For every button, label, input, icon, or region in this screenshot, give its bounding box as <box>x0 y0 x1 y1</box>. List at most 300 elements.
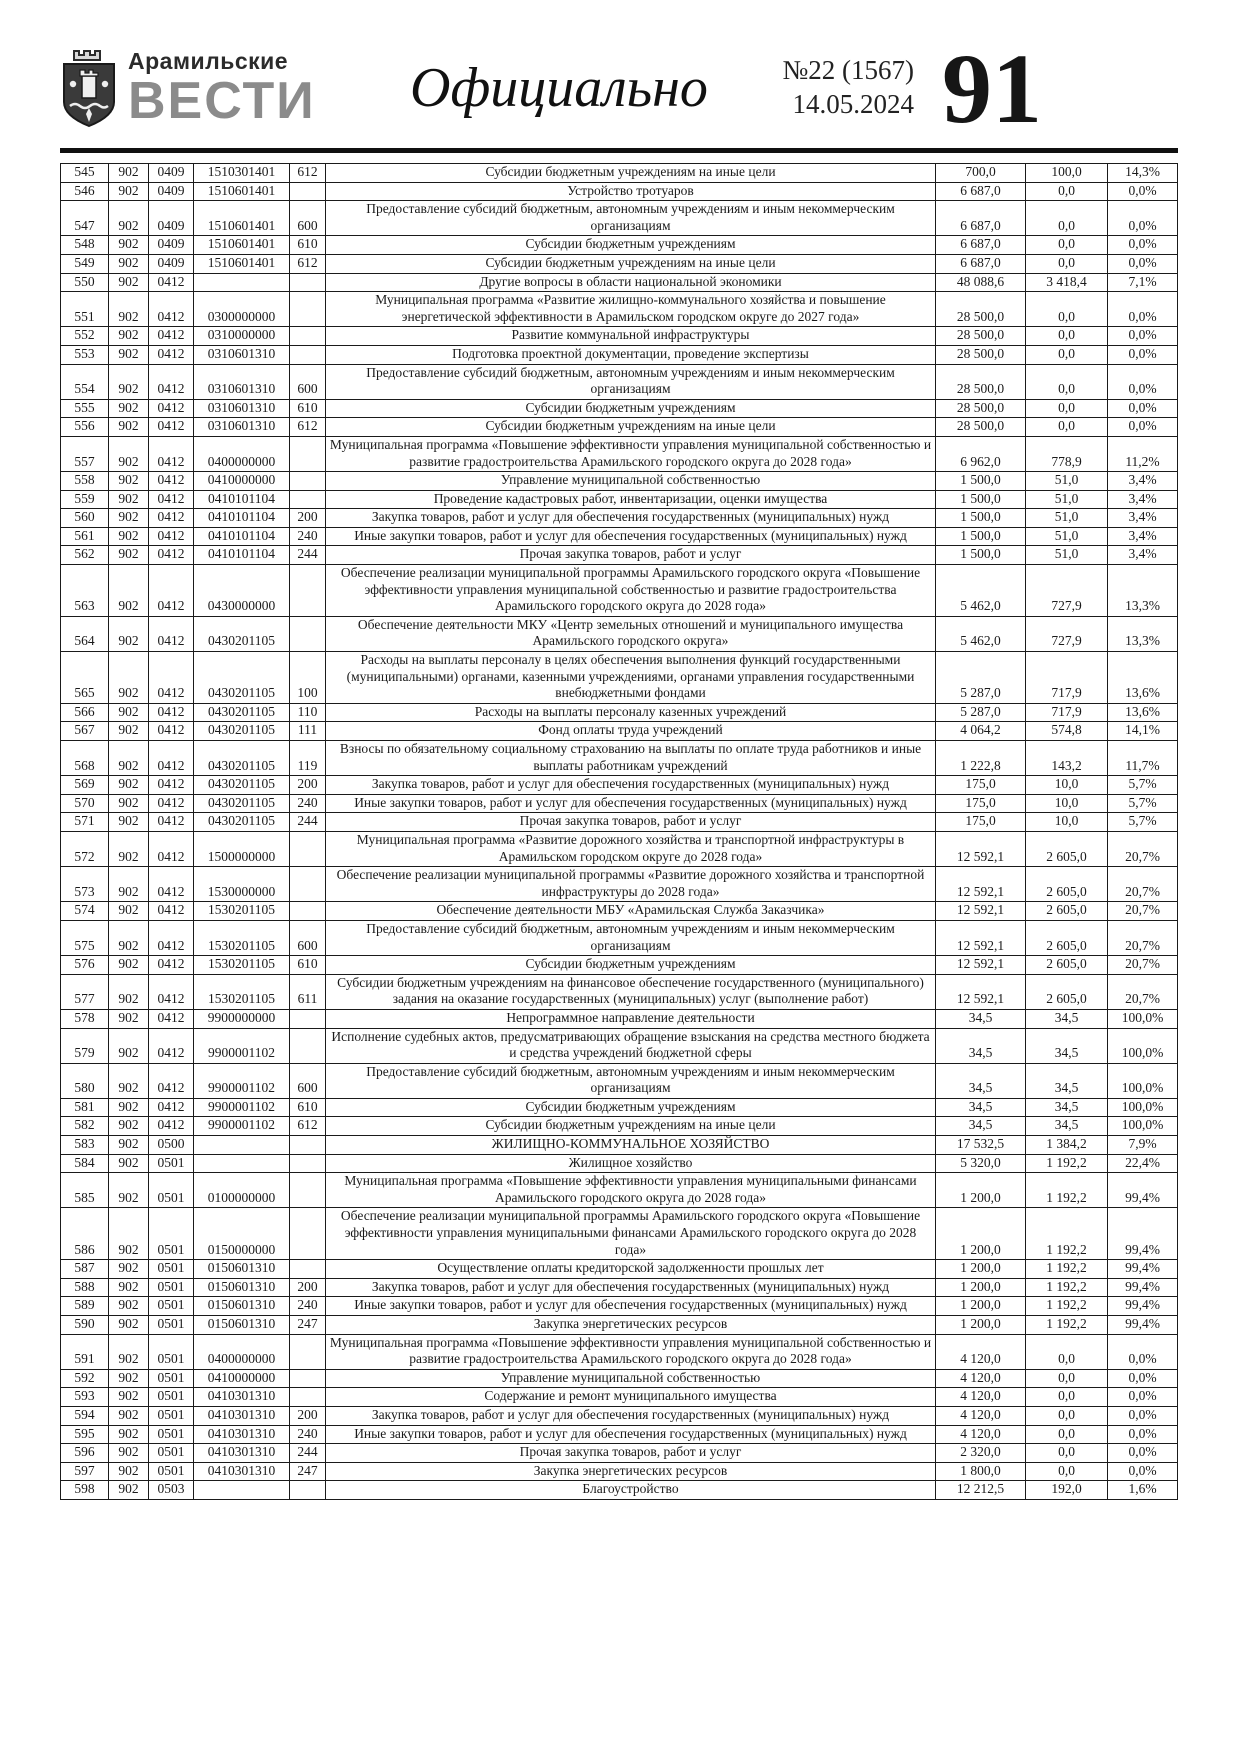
executed-amount-cell: 0,0 <box>1026 1406 1108 1425</box>
grbs-code-cell: 902 <box>109 794 149 813</box>
expense-type-cell: 610 <box>290 956 326 975</box>
section-code-cell: 0412 <box>149 652 194 704</box>
target-article-cell: 1500000000 <box>194 831 290 866</box>
target-article-cell <box>194 273 290 292</box>
plan-amount-cell: 48 088,6 <box>936 273 1026 292</box>
expense-type-cell <box>290 1334 326 1369</box>
item-name-cell: Предоставление субсидий бюджетным, автономным учреждениям и иным некоммерческим организациям <box>326 920 936 955</box>
section-code-cell: 0501 <box>149 1444 194 1463</box>
percent-cell: 13,6% <box>1108 703 1178 722</box>
grbs-code-cell: 902 <box>109 364 149 399</box>
item-name-cell: Обеспечение деятельности МБУ «Арамильская Служба Заказчика» <box>326 902 936 921</box>
target-article-cell: 0410301310 <box>194 1462 290 1481</box>
row-number-cell: 598 <box>61 1481 109 1500</box>
section-code-cell: 0412 <box>149 509 194 528</box>
issue-number: №22 (1567) <box>782 55 914 86</box>
expense-type-cell: 600 <box>290 364 326 399</box>
grbs-code-cell: 902 <box>109 472 149 491</box>
target-article-cell: 0310601310 <box>194 418 290 437</box>
expense-type-cell: 119 <box>290 741 326 776</box>
row-number-cell: 546 <box>61 182 109 201</box>
row-number-cell: 550 <box>61 273 109 292</box>
plan-amount-cell: 28 500,0 <box>936 399 1026 418</box>
table-row <box>61 327 1178 346</box>
table-row <box>61 1260 1178 1279</box>
section-title: Официально <box>410 57 708 119</box>
grbs-code-cell: 902 <box>109 652 149 704</box>
executed-amount-cell: 2 605,0 <box>1026 956 1108 975</box>
executed-amount-cell: 717,9 <box>1026 652 1108 704</box>
brand-text <box>128 47 316 130</box>
executed-amount-cell: 34,5 <box>1026 1063 1108 1098</box>
table-row <box>61 527 1178 546</box>
plan-amount-cell: 17 532,5 <box>936 1136 1026 1155</box>
grbs-code-cell: 902 <box>109 974 149 1009</box>
percent-cell: 20,7% <box>1108 867 1178 902</box>
percent-cell: 0,0% <box>1108 1406 1178 1425</box>
table-row <box>61 1173 1178 1208</box>
row-number-cell: 565 <box>61 652 109 704</box>
grbs-code-cell: 902 <box>109 813 149 832</box>
plan-amount-cell: 175,0 <box>936 776 1026 795</box>
section-code-cell: 0412 <box>149 436 194 471</box>
table-row <box>61 703 1178 722</box>
section-code-cell: 0501 <box>149 1208 194 1260</box>
target-article-cell: 1510601401 <box>194 201 290 236</box>
item-name-cell: Обеспечение реализации муниципальной программы «Развитие дорожного хозяйства и транспортной инфраструктуры до 2028 года» <box>326 867 936 902</box>
percent-cell: 100,0% <box>1108 1009 1178 1028</box>
section-code-cell: 0412 <box>149 920 194 955</box>
table-row <box>61 794 1178 813</box>
target-article-cell: 0410101104 <box>194 546 290 565</box>
section-code-cell: 0412 <box>149 546 194 565</box>
row-number-cell: 555 <box>61 399 109 418</box>
section-code-cell: 0412 <box>149 399 194 418</box>
target-article-cell: 0100000000 <box>194 1173 290 1208</box>
section-code-cell: 0412 <box>149 616 194 651</box>
section-code-cell: 0412 <box>149 974 194 1009</box>
percent-cell: 99,4% <box>1108 1208 1178 1260</box>
row-number-cell: 574 <box>61 902 109 921</box>
grbs-code-cell: 902 <box>109 418 149 437</box>
percent-cell: 0,0% <box>1108 182 1178 201</box>
table-row <box>61 1208 1178 1260</box>
plan-amount-cell: 5 287,0 <box>936 652 1026 704</box>
executed-amount-cell: 0,0 <box>1026 182 1108 201</box>
grbs-code-cell: 902 <box>109 254 149 273</box>
row-number-cell: 548 <box>61 236 109 255</box>
grbs-code-cell: 902 <box>109 1388 149 1407</box>
section-code-cell: 0409 <box>149 254 194 273</box>
row-number-cell: 576 <box>61 956 109 975</box>
item-name-cell: Управление муниципальной собственностью <box>326 472 936 491</box>
target-article-cell: 0310000000 <box>194 327 290 346</box>
row-number-cell: 561 <box>61 527 109 546</box>
plan-amount-cell: 1 200,0 <box>936 1173 1026 1208</box>
section-code-cell: 0412 <box>149 490 194 509</box>
plan-amount-cell: 1 200,0 <box>936 1278 1026 1297</box>
section-code-cell: 0409 <box>149 164 194 183</box>
section-code-cell: 0412 <box>149 1009 194 1028</box>
table-row <box>61 254 1178 273</box>
executed-amount-cell: 0,0 <box>1026 1388 1108 1407</box>
percent-cell: 0,0% <box>1108 399 1178 418</box>
item-name-cell: Закупка энергетических ресурсов <box>326 1316 936 1335</box>
target-article-cell: 0300000000 <box>194 292 290 327</box>
executed-amount-cell: 2 605,0 <box>1026 831 1108 866</box>
section-code-cell: 0501 <box>149 1260 194 1279</box>
target-article-cell: 0410101104 <box>194 527 290 546</box>
expense-type-cell <box>290 182 326 201</box>
percent-cell: 20,7% <box>1108 831 1178 866</box>
grbs-code-cell: 902 <box>109 956 149 975</box>
target-article-cell: 0400000000 <box>194 436 290 471</box>
executed-amount-cell: 727,9 <box>1026 565 1108 617</box>
section-code-cell: 0501 <box>149 1369 194 1388</box>
expense-type-cell <box>290 1154 326 1173</box>
expense-type-cell <box>290 345 326 364</box>
item-name-cell: Благоустройство <box>326 1481 936 1500</box>
item-name-cell: Подготовка проектной документации, проведение экспертизы <box>326 345 936 364</box>
target-article-cell: 1530201105 <box>194 902 290 921</box>
table-row <box>61 1278 1178 1297</box>
table-row <box>61 1117 1178 1136</box>
plan-amount-cell: 4 064,2 <box>936 722 1026 741</box>
target-article-cell: 0430000000 <box>194 565 290 617</box>
grbs-code-cell: 902 <box>109 164 149 183</box>
item-name-cell: Субсидии бюджетным учреждениям на финансовое обеспечение государственного (муниципального) задания на оказание государственных (муниципальных) услуг (выполнение работ) <box>326 974 936 1009</box>
expense-type-cell: 200 <box>290 509 326 528</box>
table-row <box>61 490 1178 509</box>
plan-amount-cell: 12 212,5 <box>936 1481 1026 1500</box>
grbs-code-cell: 902 <box>109 1334 149 1369</box>
percent-cell: 20,7% <box>1108 920 1178 955</box>
expense-type-cell: 610 <box>290 236 326 255</box>
grbs-code-cell: 902 <box>109 1406 149 1425</box>
table-row <box>61 399 1178 418</box>
executed-amount-cell: 34,5 <box>1026 1028 1108 1063</box>
expense-type-cell: 240 <box>290 1425 326 1444</box>
grbs-code-cell: 902 <box>109 703 149 722</box>
item-name-cell: Субсидии бюджетным учреждениям <box>326 236 936 255</box>
plan-amount-cell: 5 462,0 <box>936 616 1026 651</box>
grbs-code-cell: 902 <box>109 1028 149 1063</box>
target-article-cell: 0410301310 <box>194 1425 290 1444</box>
plan-amount-cell: 6 687,0 <box>936 254 1026 273</box>
grbs-code-cell: 902 <box>109 236 149 255</box>
table-row <box>61 1334 1178 1369</box>
expense-type-cell: 200 <box>290 1406 326 1425</box>
grbs-code-cell: 902 <box>109 327 149 346</box>
item-name-cell: Закупка товаров, работ и услуг для обеспечения государственных (муниципальных) нужд <box>326 1278 936 1297</box>
grbs-code-cell: 902 <box>109 527 149 546</box>
executed-amount-cell: 2 605,0 <box>1026 920 1108 955</box>
row-number-cell: 596 <box>61 1444 109 1463</box>
target-article-cell <box>194 1154 290 1173</box>
target-article-cell: 1510601401 <box>194 254 290 273</box>
row-number-cell: 554 <box>61 364 109 399</box>
plan-amount-cell: 1 500,0 <box>936 527 1026 546</box>
percent-cell: 0,0% <box>1108 1462 1178 1481</box>
table-row <box>61 364 1178 399</box>
expense-type-cell <box>290 1136 326 1155</box>
row-number-cell: 568 <box>61 741 109 776</box>
table-row <box>61 292 1178 327</box>
grbs-code-cell: 902 <box>109 1462 149 1481</box>
executed-amount-cell: 0,0 <box>1026 1425 1108 1444</box>
expense-type-cell: 240 <box>290 794 326 813</box>
expense-type-cell <box>290 1208 326 1260</box>
table-row <box>61 1444 1178 1463</box>
executed-amount-cell: 0,0 <box>1026 1462 1108 1481</box>
section-code-cell: 0501 <box>149 1406 194 1425</box>
plan-amount-cell: 700,0 <box>936 164 1026 183</box>
percent-cell: 14,1% <box>1108 722 1178 741</box>
executed-amount-cell: 1 192,2 <box>1026 1173 1108 1208</box>
table-row <box>61 1425 1178 1444</box>
item-name-cell: Взносы по обязательному социальному страхованию на выплаты по оплате труда работников и иные выплаты работникам учреждений <box>326 741 936 776</box>
grbs-code-cell: 902 <box>109 399 149 418</box>
row-number-cell: 588 <box>61 1278 109 1297</box>
row-number-cell: 581 <box>61 1098 109 1117</box>
row-number-cell: 560 <box>61 509 109 528</box>
percent-cell: 0,0% <box>1108 236 1178 255</box>
plan-amount-cell: 1 200,0 <box>936 1260 1026 1279</box>
item-name-cell: Закупка энергетических ресурсов <box>326 1462 936 1481</box>
table-row <box>61 722 1178 741</box>
expense-type-cell <box>290 1388 326 1407</box>
plan-amount-cell: 1 500,0 <box>936 490 1026 509</box>
percent-cell: 99,4% <box>1108 1297 1178 1316</box>
plan-amount-cell: 1 222,8 <box>936 741 1026 776</box>
expense-type-cell: 600 <box>290 1063 326 1098</box>
expense-type-cell: 200 <box>290 1278 326 1297</box>
executed-amount-cell: 0,0 <box>1026 292 1108 327</box>
section-code-cell: 0501 <box>149 1334 194 1369</box>
expense-type-cell: 600 <box>290 201 326 236</box>
expense-type-cell <box>290 1369 326 1388</box>
grbs-code-cell: 902 <box>109 1098 149 1117</box>
percent-cell: 0,0% <box>1108 292 1178 327</box>
expense-type-cell: 611 <box>290 974 326 1009</box>
expense-type-cell <box>290 436 326 471</box>
table-row <box>61 616 1178 651</box>
plan-amount-cell: 12 592,1 <box>936 920 1026 955</box>
plan-amount-cell: 5 320,0 <box>936 1154 1026 1173</box>
grbs-code-cell: 902 <box>109 1117 149 1136</box>
executed-amount-cell: 1 192,2 <box>1026 1316 1108 1335</box>
row-number-cell: 579 <box>61 1028 109 1063</box>
plan-amount-cell: 6 687,0 <box>936 201 1026 236</box>
plan-amount-cell: 6 687,0 <box>936 182 1026 201</box>
plan-amount-cell: 34,5 <box>936 1009 1026 1028</box>
plan-amount-cell: 1 500,0 <box>936 509 1026 528</box>
plan-amount-cell: 6 962,0 <box>936 436 1026 471</box>
budget-table-body <box>61 164 1178 1500</box>
executed-amount-cell: 0,0 <box>1026 1334 1108 1369</box>
item-name-cell: Обеспечение деятельности МКУ «Центр земельных отношений и муниципального имущества Арамильского городского округа» <box>326 616 936 651</box>
grbs-code-cell: 902 <box>109 902 149 921</box>
expense-type-cell: 240 <box>290 527 326 546</box>
table-row <box>61 182 1178 201</box>
plan-amount-cell: 12 592,1 <box>936 867 1026 902</box>
percent-cell: 99,4% <box>1108 1173 1178 1208</box>
target-article-cell: 0150000000 <box>194 1208 290 1260</box>
expense-type-cell: 244 <box>290 546 326 565</box>
expense-type-cell: 610 <box>290 1098 326 1117</box>
executed-amount-cell: 778,9 <box>1026 436 1108 471</box>
grbs-code-cell: 902 <box>109 1136 149 1155</box>
target-article-cell: 1530201105 <box>194 920 290 955</box>
section-code-cell: 0412 <box>149 1063 194 1098</box>
item-name-cell: Предоставление субсидий бюджетным, автономным учреждениям и иным некоммерческим организациям <box>326 1063 936 1098</box>
grbs-code-cell: 902 <box>109 1154 149 1173</box>
grbs-code-cell: 902 <box>109 1278 149 1297</box>
expense-type-cell <box>290 831 326 866</box>
section-code-cell: 0412 <box>149 703 194 722</box>
target-article-cell: 9900001102 <box>194 1098 290 1117</box>
plan-amount-cell: 1 500,0 <box>936 472 1026 491</box>
issue-date: 14.05.2024 <box>792 89 914 119</box>
percent-cell: 5,7% <box>1108 794 1178 813</box>
percent-cell: 11,2% <box>1108 436 1178 471</box>
percent-cell: 3,4% <box>1108 546 1178 565</box>
target-article-cell: 0410301310 <box>194 1406 290 1425</box>
expense-type-cell <box>290 902 326 921</box>
row-number-cell: 557 <box>61 436 109 471</box>
section-code-cell: 0500 <box>149 1136 194 1155</box>
percent-cell: 14,3% <box>1108 164 1178 183</box>
executed-amount-cell: 0,0 <box>1026 399 1108 418</box>
expense-type-cell <box>290 1173 326 1208</box>
grbs-code-cell: 902 <box>109 182 149 201</box>
target-article-cell: 0430201105 <box>194 741 290 776</box>
table-row <box>61 1406 1178 1425</box>
row-number-cell: 558 <box>61 472 109 491</box>
executed-amount-cell: 34,5 <box>1026 1009 1108 1028</box>
section-code-cell: 0409 <box>149 182 194 201</box>
target-article-cell: 0310601310 <box>194 364 290 399</box>
row-number-cell: 552 <box>61 327 109 346</box>
row-number-cell: 589 <box>61 1297 109 1316</box>
item-name-cell: Субсидии бюджетным учреждениям на иные цели <box>326 164 936 183</box>
expense-type-cell: 612 <box>290 418 326 437</box>
executed-amount-cell: 0,0 <box>1026 327 1108 346</box>
table-row <box>61 813 1178 832</box>
item-name-cell: Развитие коммунальной инфраструктуры <box>326 327 936 346</box>
table-row <box>61 1028 1178 1063</box>
brand-name-top: Арамильские <box>128 47 289 74</box>
target-article-cell: 0410101104 <box>194 490 290 509</box>
percent-cell: 99,4% <box>1108 1278 1178 1297</box>
section-code-cell: 0501 <box>149 1316 194 1335</box>
plan-amount-cell: 5 462,0 <box>936 565 1026 617</box>
plan-amount-cell: 1 800,0 <box>936 1462 1026 1481</box>
percent-cell: 0,0% <box>1108 418 1178 437</box>
row-number-cell: 595 <box>61 1425 109 1444</box>
item-name-cell: Непрограммное направление деятельности <box>326 1009 936 1028</box>
plan-amount-cell: 28 500,0 <box>936 327 1026 346</box>
row-number-cell: 590 <box>61 1316 109 1335</box>
table-row <box>61 652 1178 704</box>
plan-amount-cell: 34,5 <box>936 1028 1026 1063</box>
row-number-cell: 563 <box>61 565 109 617</box>
grbs-code-cell: 902 <box>109 1481 149 1500</box>
expense-type-cell: 110 <box>290 703 326 722</box>
section-code-cell: 0412 <box>149 1098 194 1117</box>
plan-amount-cell: 4 120,0 <box>936 1388 1026 1407</box>
expense-type-cell <box>290 490 326 509</box>
section-code-cell: 0501 <box>149 1425 194 1444</box>
percent-cell: 0,0% <box>1108 1444 1178 1463</box>
percent-cell: 13,3% <box>1108 565 1178 617</box>
item-name-cell: Прочая закупка товаров, работ и услуг <box>326 546 936 565</box>
executed-amount-cell: 1 192,2 <box>1026 1208 1108 1260</box>
section-code-cell: 0412 <box>149 472 194 491</box>
plan-amount-cell: 28 500,0 <box>936 418 1026 437</box>
grbs-code-cell: 902 <box>109 273 149 292</box>
section-code-cell: 0501 <box>149 1173 194 1208</box>
row-number-cell: 582 <box>61 1117 109 1136</box>
section-code-cell: 0501 <box>149 1278 194 1297</box>
target-article-cell: 1510601401 <box>194 236 290 255</box>
percent-cell: 20,7% <box>1108 974 1178 1009</box>
table-row <box>61 867 1178 902</box>
row-number-cell: 553 <box>61 345 109 364</box>
table-row <box>61 831 1178 866</box>
item-name-cell: Содержание и ремонт муниципального имущества <box>326 1388 936 1407</box>
grbs-code-cell: 902 <box>109 1369 149 1388</box>
percent-cell: 100,0% <box>1108 1117 1178 1136</box>
item-name-cell: Исполнение судебных актов, предусматривающих обращение взыскания на средства местного бюджета и средства учреждений бюджетной сферы <box>326 1028 936 1063</box>
target-article-cell: 0410301310 <box>194 1388 290 1407</box>
plan-amount-cell: 175,0 <box>936 813 1026 832</box>
section-code-cell: 0412 <box>149 956 194 975</box>
section-code-cell: 0503 <box>149 1481 194 1500</box>
target-article-cell: 1510301401 <box>194 164 290 183</box>
row-number-cell: 556 <box>61 418 109 437</box>
target-article-cell: 0410000000 <box>194 1369 290 1388</box>
row-number-cell: 567 <box>61 722 109 741</box>
target-article-cell: 1510601401 <box>194 182 290 201</box>
row-number-cell: 566 <box>61 703 109 722</box>
grbs-code-cell: 902 <box>109 565 149 617</box>
table-row <box>61 902 1178 921</box>
plan-amount-cell: 12 592,1 <box>936 831 1026 866</box>
percent-cell: 11,7% <box>1108 741 1178 776</box>
table-row <box>61 273 1178 292</box>
target-article-cell: 1530201105 <box>194 956 290 975</box>
item-name-cell: Муниципальная программа «Повышение эффективности управления муниципальной собственностью и развитие градостроительства Арамильского городского округа до 2028 года» <box>326 1334 936 1369</box>
executed-amount-cell: 51,0 <box>1026 546 1108 565</box>
executed-amount-cell: 727,9 <box>1026 616 1108 651</box>
grbs-code-cell: 902 <box>109 1009 149 1028</box>
expense-type-cell <box>290 1009 326 1028</box>
section-code-cell: 0412 <box>149 902 194 921</box>
executed-amount-cell: 34,5 <box>1026 1098 1108 1117</box>
expense-type-cell: 244 <box>290 813 326 832</box>
table-row <box>61 974 1178 1009</box>
row-number-cell: 571 <box>61 813 109 832</box>
item-name-cell: Муниципальная программа «Повышение эффективности управления муниципальными финансами Арамильского городского округа до 2028 года» <box>326 1173 936 1208</box>
grbs-code-cell: 902 <box>109 741 149 776</box>
item-name-cell: Иные закупки товаров, работ и услуг для обеспечения государственных (муниципальных) нужд <box>326 527 936 546</box>
section-code-cell: 0412 <box>149 794 194 813</box>
percent-cell: 5,7% <box>1108 776 1178 795</box>
row-number-cell: 569 <box>61 776 109 795</box>
plan-amount-cell: 34,5 <box>936 1098 1026 1117</box>
target-article-cell <box>194 1481 290 1500</box>
